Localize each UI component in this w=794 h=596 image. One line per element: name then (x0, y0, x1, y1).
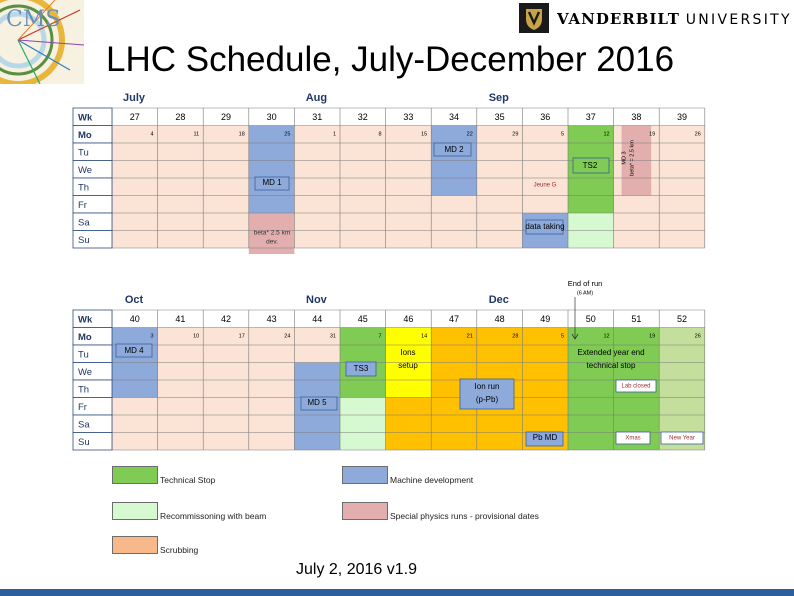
top-week-number: 28 (175, 112, 186, 123)
top-monday-date: 4 (150, 131, 154, 138)
bottom-monday-date: 26 (694, 333, 701, 340)
bottom-row-label-fr: Fr (78, 401, 87, 413)
bottom-annotation: New Year (669, 435, 695, 442)
bottom-week-number: 48 (494, 314, 505, 325)
top-week-number: 34 (448, 112, 460, 123)
top-week-number: 38 (631, 112, 642, 123)
version-date: July 2, 2016 v1.9 (296, 561, 417, 578)
bottom-week-number: 41 (175, 314, 186, 325)
end-of-run-time: (6 AM) (576, 290, 594, 297)
bottom-monday-date: 14 (421, 333, 428, 340)
top-monday-date: 29 (512, 131, 519, 138)
top-annotation: beta* 2.5 km (253, 229, 291, 237)
bottom-annotation: Extended year end (577, 348, 645, 358)
top-monday-date: 26 (694, 131, 701, 138)
top-monday-date: 18 (238, 131, 245, 138)
legend-label: Special physics runs - provisional dates (390, 511, 539, 521)
bottom-row-label-we: We (78, 366, 93, 378)
bottom-week-number: 52 (676, 314, 688, 325)
bottom-monday-date: 19 (649, 333, 656, 340)
top-monday-date: 5 (560, 131, 564, 138)
top-annotation: Jeune G (533, 182, 557, 189)
bottom-annotation: (p-Pb) (475, 395, 499, 405)
top-row-label-mo: Mo (78, 129, 92, 141)
legend-swatch (112, 466, 158, 484)
top-annotation: MD 3 (621, 151, 628, 165)
bottom-monday-date: 24 (284, 333, 291, 340)
bottom-week-number: 46 (403, 314, 414, 325)
top-annotation: data taking (525, 222, 565, 232)
bottom-monday-date: 31 (329, 333, 336, 340)
bottom-row-label-sa: Sa (78, 419, 90, 431)
university-word: UNIVERSITY (685, 12, 792, 28)
bottom-week-number: 43 (266, 314, 277, 325)
top-monday-date: 15 (421, 131, 428, 138)
top-month-label: Aug (305, 91, 328, 104)
top-monday-date: 1 (332, 131, 336, 138)
top-week-number: 35 (494, 112, 505, 123)
top-physics-background (112, 126, 705, 249)
bottom-week-number: 51 (631, 314, 642, 325)
bottom-annotation: technical stop (586, 361, 636, 371)
bottom-annotation: setup (398, 361, 418, 371)
top-row-label-sa: Sa (78, 217, 90, 229)
bottom-month-label: Oct (124, 293, 144, 306)
bottom-monday-date: 12 (603, 333, 610, 340)
legend-label: Scrubbing (160, 545, 199, 555)
legend-label: Technical Stop (160, 475, 216, 485)
bottom-row-label-wk: Wk (78, 314, 93, 326)
top-annotation: TS2 (582, 161, 598, 171)
top-annotation: MD 1 (262, 178, 282, 188)
top-monday-date: 25 (284, 131, 291, 138)
bottom-annotation: TS3 (353, 364, 369, 374)
legend-swatch (112, 536, 158, 554)
top-week-number: 32 (357, 112, 368, 123)
top-month-label: Sep (488, 91, 509, 104)
top-row-label-wk: Wk (78, 112, 93, 124)
top-monday-date: 22 (466, 131, 473, 138)
bottom-row-label-su: Su (78, 436, 90, 448)
cms-logo-text: CMS (6, 7, 61, 32)
bottom-monday-date: 10 (193, 333, 200, 340)
top-row-label-we: We (78, 164, 93, 176)
bottom-annotation: MD 5 (307, 398, 327, 408)
bottom-week-number: 45 (357, 314, 368, 325)
legend-label: Machine development (390, 475, 474, 485)
footer-bar (0, 589, 794, 596)
top-row-label-su: Su (78, 234, 90, 246)
bottom-week-number: 47 (448, 314, 460, 325)
bottom-week-number: 40 (129, 314, 140, 325)
bottom-monday-date: 7 (378, 333, 382, 340)
page-title: LHC Schedule, July-December 2016 (106, 40, 675, 79)
bottom-week-number: 49 (540, 314, 551, 325)
bottom-row-label-tu: Tu (78, 349, 89, 361)
legend-swatch (112, 502, 158, 520)
bottom-row-label-th: Th (78, 384, 90, 396)
bottom-annotation: Pb MD (532, 433, 558, 443)
bottom-annotation: MD 4 (124, 346, 144, 356)
top-monday-date: 19 (649, 131, 656, 138)
vanderbilt-name: VANDERBILT (557, 10, 680, 28)
top-week-number: 37 (585, 112, 596, 123)
top-month-label: July (122, 91, 146, 104)
top-monday-date: 8 (378, 131, 382, 138)
bottom-annotation: Lab closed (621, 383, 651, 390)
top-md1-block (249, 126, 295, 214)
top-annotation: dev. (266, 238, 278, 246)
bottom-monday-date: 3 (150, 333, 154, 340)
legend-swatch (342, 502, 388, 520)
bottom-monday-date: 5 (560, 333, 564, 340)
top-week-number: 39 (676, 112, 688, 123)
top-row-label-th: Th (78, 182, 90, 194)
bottom-month-label: Nov (306, 293, 327, 306)
bottom-monday-date: 17 (238, 333, 245, 340)
top-monday-date: 11 (193, 131, 200, 138)
top-annotation: MD 2 (444, 145, 464, 155)
top-row-label-fr: Fr (78, 199, 87, 211)
bottom-recommissioning-block (340, 398, 386, 451)
bottom-monday-date: 28 (512, 333, 519, 340)
bottom-week-number: 50 (585, 314, 596, 325)
top-week-number: 33 (403, 112, 414, 123)
top-week-number: 30 (266, 112, 277, 123)
bottom-month-label: Dec (488, 293, 509, 306)
legend-swatch (342, 466, 388, 484)
legend-label: Recommissoning with beam (160, 511, 267, 521)
top-row-label-tu: Tu (78, 147, 89, 159)
bottom-week-number: 42 (220, 314, 232, 325)
bottom-week-number: 44 (312, 314, 323, 325)
top-week-number: 36 (540, 112, 551, 123)
top-monday-date: 12 (603, 131, 610, 138)
bottom-monday-date: 21 (466, 333, 473, 340)
top-annotation: beta* = 2.5 km (629, 140, 636, 176)
bottom-row-label-mo: Mo (78, 331, 92, 343)
bottom-annotation: Ions (400, 348, 416, 358)
top-week-number: 31 (312, 112, 323, 123)
top-week-number: 27 (129, 112, 140, 123)
top-week-number: 29 (220, 112, 232, 123)
bottom-annotation: Xmas (625, 435, 641, 442)
end-of-run-label: End of run (567, 278, 603, 288)
bottom-annotation: Ion run (474, 382, 500, 392)
